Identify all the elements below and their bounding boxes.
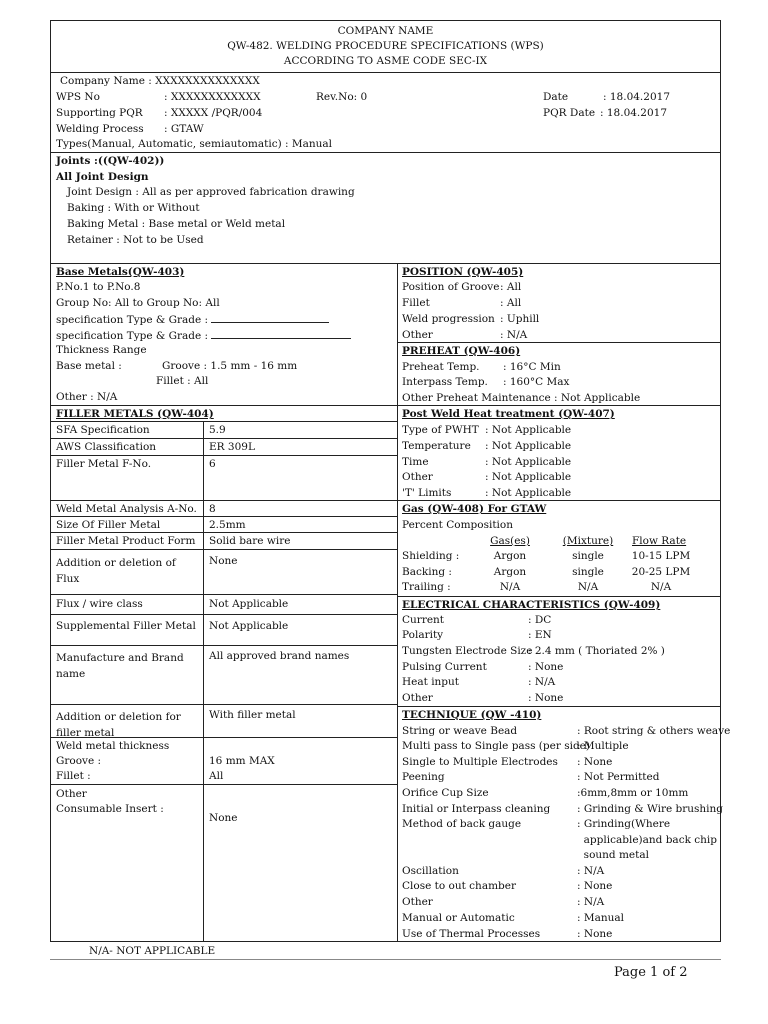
divider (50, 72, 721, 73)
pwht-value: : Not Applicable (485, 456, 572, 468)
supporting-pqr-value: : XXXXX /PQR/004 (164, 107, 263, 119)
pwht-label: Time (402, 456, 429, 468)
table-cell-value: With filler metal (209, 709, 296, 721)
divider (397, 596, 721, 597)
technique-label: Single to Multiple Electrodes (402, 756, 558, 768)
groove-value: 16 mm MAX (209, 755, 275, 767)
footer-rule (50, 959, 721, 960)
rev-no: Rev.No: 0 (316, 91, 368, 103)
position-label: Position of Groove (402, 281, 500, 293)
consumable-insert-value: None (209, 812, 238, 824)
spec-type-grade-1 (56, 313, 329, 327)
baking-metal-line: Baking Metal : Base metal or Weld metal (67, 218, 286, 230)
gas-row-gas: N/A (499, 581, 521, 593)
table-cell-label: Supplemental Filler Metal (56, 620, 196, 632)
groove-label: Groove : (56, 755, 102, 767)
preheat-value: : 16°C Min (503, 361, 561, 373)
table-cell-value: All approved brand names (209, 650, 350, 662)
gas-row-gas: Argon (493, 550, 527, 562)
technique-value: : None (577, 756, 613, 768)
wps-no-value: : XXXXXXXXXXXX (164, 91, 261, 103)
document-title: QW-482. WELDING PROCEDURE SPECIFICATIONS (WPS) (227, 40, 544, 52)
table-cell-value: 8 (209, 503, 216, 515)
position-value: : Uphill (500, 313, 540, 325)
table-cell-label: Addition or deletion of Flux (56, 557, 176, 585)
divider (50, 405, 397, 406)
table-cell-value: 5.9 (209, 424, 226, 436)
electrical-label: Other (402, 692, 433, 704)
divider (397, 405, 721, 406)
spec-type-grade-label: specification Type & Grade : (56, 330, 209, 342)
supporting-pqr-label: Supporting PQR (56, 107, 143, 119)
na-note: N/A- NOT APPLICABLE (89, 945, 216, 957)
divider (397, 342, 721, 343)
gas-row-label: Shielding : (402, 550, 460, 562)
table-row-line (50, 549, 397, 550)
p-no-range: P.No.1 to P.No.8 (56, 281, 141, 293)
column-divider (397, 263, 398, 942)
table-cell-label: Flux / wire class (56, 598, 143, 610)
welding-process-label: Welding Process (56, 123, 144, 135)
table-cell-value: Not Applicable (209, 620, 289, 632)
technique-label: String or weave Bead (402, 725, 518, 737)
table-row-line (50, 704, 397, 705)
technique-heading: TECHNIQUE (QW -410) (402, 709, 542, 721)
technique-label: Peening (402, 771, 445, 783)
technique-label: Multi pass to Single pass (per side) (402, 740, 590, 752)
consumable-insert-label: Consumable Insert : (56, 803, 164, 815)
pwht-label: Other (402, 471, 433, 483)
gas-row-mixture: N/A (577, 581, 599, 593)
preheat-value: : 160°C Max (503, 376, 570, 388)
mixture-column-header: (Mixture) (562, 535, 614, 547)
gas-row-mixture: single (572, 566, 604, 578)
pwht-value: : Not Applicable (485, 424, 572, 436)
table-cell-label: SFA Specification (56, 424, 150, 436)
electrical-label: Polarity (402, 629, 444, 641)
weld-metal-thickness-label: Weld metal thickness (56, 740, 170, 752)
fillet-range: Fillet : All (156, 375, 209, 387)
spec-type-grade-label: specification Type & Grade : (56, 314, 209, 326)
electrical-value: : N/A (528, 676, 556, 688)
gas-row-flow: 10-15 LPM (631, 550, 691, 562)
fillet-label: Fillet : (56, 770, 91, 782)
divider (397, 706, 721, 707)
divider (50, 263, 721, 264)
date-value: : 18.04.2017 (603, 91, 670, 103)
table-row-line (50, 784, 397, 785)
pqr-date-label: PQR Date (543, 107, 596, 119)
groove-range: Groove : 1.5 mm - 16 mm (162, 360, 298, 372)
preheat-label: Preheat Temp. (402, 361, 480, 373)
electrical-value: : None (528, 692, 564, 704)
divider (50, 152, 721, 153)
table-cell-label: Weld Metal Analysis A-No. (56, 503, 197, 515)
technique-label: Method of back gauge (402, 818, 522, 830)
gas-heading: Gas (QW-408) For GTAW (402, 503, 547, 515)
technique-value-continued: applicable)and back chip (577, 834, 717, 846)
technique-label: Initial or Interpass cleaning (402, 803, 551, 815)
pwht-label: Temperature (402, 440, 471, 452)
retainer-line: Retainer : Not to be Used (67, 234, 204, 246)
technique-value: :6mm,8mm or 10mm (577, 787, 689, 799)
table-cell-value: Not Applicable (209, 598, 289, 610)
table-cell-value: Solid bare wire (209, 535, 291, 547)
technique-label: Use of Thermal Processes (402, 928, 541, 940)
technique-label: Orifice Cup Size (402, 787, 489, 799)
technique-value: : Not Permitted (577, 771, 660, 783)
electrical-value: : EN (528, 629, 552, 641)
baking-line: Baking : With or Without (67, 202, 200, 214)
joint-design-line: Joint Design : All as per approved fabrication drawing (67, 186, 355, 198)
blank-line (211, 329, 351, 339)
group-no: Group No: All to Group No: All (56, 297, 220, 309)
preheat-other: Other Preheat Maintenance : Not Applicable (402, 392, 641, 404)
table-row-line (50, 594, 397, 595)
technique-value: : N/A (577, 896, 605, 908)
table-cell-value: None (209, 555, 238, 567)
electrical-label: Tungsten Electrode Size (402, 645, 533, 657)
base-metal-label: Base metal : (56, 360, 122, 372)
types-field: Types(Manual, Automatic, semiautomatic) : Manual (56, 138, 333, 150)
position-value: : All (500, 281, 522, 293)
joints-heading: Joints :((QW-402)) (56, 155, 165, 167)
table-cell-label: Manufacture and Brand name (56, 652, 184, 680)
document-subtitle: ACCORDING TO ASME CODE SEC-IX (283, 55, 488, 67)
pwht-value: : Not Applicable (485, 487, 572, 499)
pwht-value: : Not Applicable (485, 440, 572, 452)
electrical-value: : None (528, 661, 564, 673)
flow-rate-column-header: Flow Rate (632, 535, 687, 547)
table-row-line (50, 645, 397, 646)
electrical-label: Current (402, 614, 445, 626)
thickness-range-label: Thickness Range (56, 344, 147, 356)
pwht-label: 'T' Limits (402, 487, 452, 499)
position-heading: POSITION (QW-405) (402, 266, 524, 278)
percent-composition-label: Percent Composition (402, 519, 514, 531)
gas-row-label: Backing : (402, 566, 452, 578)
table-row-line (50, 455, 397, 456)
divider (397, 500, 721, 501)
table-cell-value: 2.5mm (209, 519, 246, 531)
company-heading: COMPANY NAME (337, 25, 434, 37)
preheat-label: Interpass Temp. (402, 376, 488, 388)
blank-line (211, 313, 329, 323)
electrical-value: : 2.4 mm ( Thoriated 2% ) (528, 645, 665, 657)
gas-row-flow: 20-25 LPM (631, 566, 691, 578)
pwht-value: : Not Applicable (485, 471, 572, 483)
table-cell-value: ER 309L (209, 441, 255, 453)
company-name-field: Company Name : XXXXXXXXXXXXXX (60, 75, 260, 87)
technique-label: Manual or Automatic (402, 912, 515, 924)
position-label: Fillet (402, 297, 430, 309)
technique-value: : Grinding & Wire brushing (577, 803, 724, 815)
pwht-heading: Post Weld Heat treatment (QW-407) (402, 408, 615, 420)
electrical-value: : DC (528, 614, 552, 626)
table-cell-label: Size Of Filler Metal (56, 519, 161, 531)
technique-value: : Grinding(Where (577, 818, 671, 830)
position-value: : N/A (500, 329, 528, 341)
base-metals-heading: Base Metals(QW-403) (56, 266, 185, 278)
gas-row-label: Trailing : (402, 581, 451, 593)
gas-row-gas: Argon (493, 566, 527, 578)
technique-value-continued: sound metal (577, 849, 649, 861)
table-row-line (50, 532, 397, 533)
position-value: : All (500, 297, 522, 309)
table-row-line (50, 516, 397, 517)
position-label: Other (402, 329, 433, 341)
gas-row-flow: N/A (650, 581, 672, 593)
electrical-label: Heat input (402, 676, 460, 688)
gas-column-header: Gas(es) (490, 535, 530, 547)
table-cell-label: Filler Metal F-No. (56, 458, 152, 470)
technique-value: : Root string & others weave (577, 725, 731, 737)
table-row-line (50, 421, 397, 422)
technique-label: Close to out chamber (402, 880, 516, 892)
fillet-value: All (209, 770, 224, 782)
welding-process-value: : GTAW (164, 123, 204, 135)
preheat-heading: PREHEAT (QW-406) (402, 345, 521, 357)
base-other: Other : N/A (56, 391, 118, 403)
table-cell-label: AWS Classification (56, 441, 157, 453)
filler-metals-heading: FILLER METALS (QW-404) (56, 408, 214, 420)
pwht-label: Type of PWHT (402, 424, 479, 436)
table-cell-label: Filler Metal Product Form (56, 535, 196, 547)
technique-label: Oscillation (402, 865, 459, 877)
table-cell-label: Addition or deletion for filler metal (56, 711, 181, 739)
wps-no-label: WPS No (56, 91, 100, 103)
position-label: Weld progression (402, 313, 495, 325)
date-label: Date (543, 91, 569, 103)
joints-subheading: All Joint Design (56, 171, 149, 183)
page-number: Page 1 of 2 (614, 965, 688, 980)
technique-label: Other (402, 896, 433, 908)
technique-value: : None (577, 928, 613, 940)
electrical-heading: ELECTRICAL CHARACTERISTICS (QW-409) (402, 599, 661, 611)
gas-row-mixture: single (572, 550, 604, 562)
table-row-line (50, 614, 397, 615)
technique-value: : Manual (577, 912, 625, 924)
table-row-line (50, 500, 397, 501)
technique-value: : N/A (577, 865, 605, 877)
pqr-date-value: : 18.04.2017 (600, 107, 667, 119)
spec-type-grade-2 (56, 329, 351, 343)
table-row-line (50, 438, 397, 439)
other-label: Other (56, 788, 87, 800)
electrical-label: Pulsing Current (402, 661, 487, 673)
table-cell-value: 6 (209, 458, 216, 470)
technique-value: : None (577, 880, 613, 892)
technique-value: : Multiple (577, 740, 629, 752)
